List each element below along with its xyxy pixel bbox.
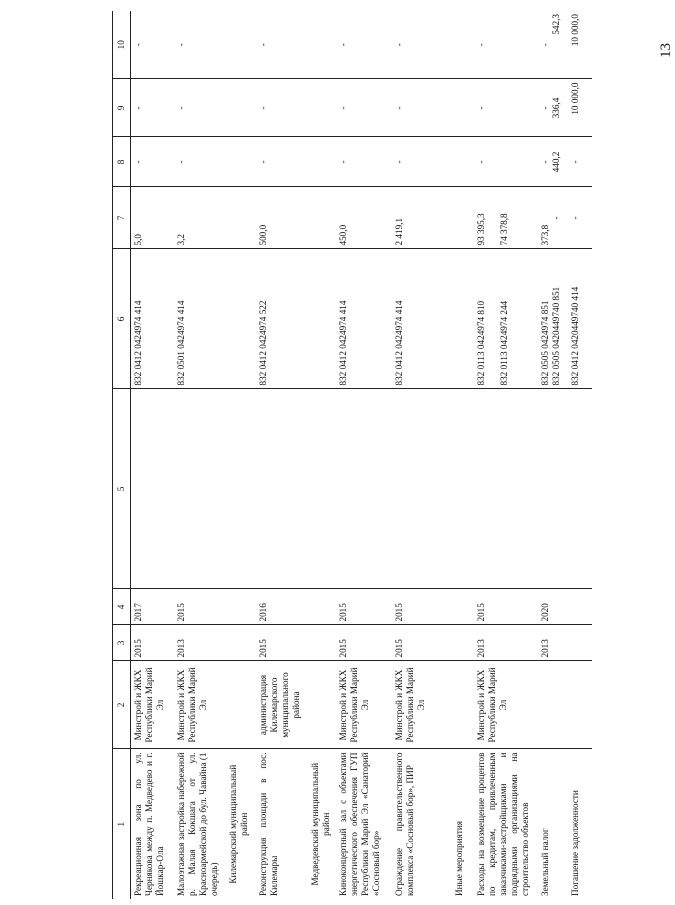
cell-value: - (568, 187, 592, 249)
cell-end-year: 2015 (336, 589, 392, 625)
cell-value: - (568, 137, 592, 187)
cell-empty (452, 137, 474, 187)
value-line: 93 395,3 (476, 213, 487, 246)
col-header: 3 (113, 625, 131, 661)
cell-value (538, 11, 568, 79)
cell-value: 3,2 (174, 187, 256, 249)
cell-empty (452, 661, 474, 749)
cell-col5 (538, 389, 568, 589)
section-heading: Иные мероприятия (454, 821, 465, 896)
cell-name-text: Реконструкция площади в пос. Килемары (258, 752, 280, 896)
value-line: - (540, 43, 551, 47)
cell-end-year: 2017 (130, 589, 174, 625)
code-line: 832 0113 0424974 810 (476, 300, 487, 386)
cell-start-year (568, 625, 592, 661)
cell-col5 (174, 389, 256, 589)
cell-value: 10 000,0 (568, 11, 592, 79)
table-row (130, 11, 174, 899)
col-header: 5 (113, 389, 131, 589)
cell-value: - (174, 79, 256, 137)
cell-value: - (392, 79, 452, 137)
table-row (538, 11, 568, 899)
cell-code (538, 249, 568, 389)
cell-responsible: администрация Килемарского муниципального района (256, 661, 336, 749)
cell-responsible (568, 661, 592, 749)
cell-value: - (256, 11, 336, 79)
cell-value (474, 187, 538, 249)
cell-responsible: Минстрой и ЖКХ Республики Марий Эл (130, 661, 174, 749)
cell-value: - (130, 79, 174, 137)
cell-empty (452, 589, 474, 625)
table-row (174, 11, 256, 899)
cell-responsible: Минстрой и ЖКХ Республики Марий Эл (474, 661, 538, 749)
cell-name: Ограждение правительственного комплекса «Сосновый бор», ПИР (394, 752, 416, 896)
district-heading: Медведевский муниципальный район (310, 762, 331, 886)
col-header: 2 (113, 661, 131, 749)
table-row (336, 11, 392, 899)
table-row (452, 11, 474, 899)
table-row (474, 11, 538, 899)
col-header: 4 (113, 589, 131, 625)
cell-start-year: 2013 (474, 625, 538, 661)
table-row (568, 11, 592, 899)
cell-value: - (474, 11, 538, 79)
code-line: 832 0113 0424974 244 (499, 300, 510, 386)
cell-value: 2 419,1 (392, 187, 452, 249)
cell-code: 832 0412 0424974 414 (130, 249, 174, 389)
cell-value: - (256, 79, 336, 137)
cell-col5 (392, 389, 452, 589)
cell-name (174, 749, 256, 899)
cell-responsible (538, 661, 568, 749)
cell-name: Киноконцертный зал с объектами энергетического обеспечения ГУП Республики Марий Эл «Санаторий «Сосновый бор» (338, 752, 381, 896)
cell-value: - (474, 79, 538, 137)
value-line: 74 378,8 (499, 213, 510, 246)
cell-name: Погашение задолженности (570, 790, 581, 896)
cell-value: - (174, 137, 256, 187)
cell-responsible: Минстрой и ЖКХ Республики Марий Эл (336, 661, 392, 749)
cell-value (538, 79, 568, 137)
col-header: 6 (113, 249, 131, 389)
cell-col5 (336, 389, 392, 589)
cell-name (256, 749, 336, 899)
cell-code: 832 0412 0424974 414 (336, 249, 392, 389)
cell-end-year (568, 589, 592, 625)
cell-value (538, 137, 568, 187)
value-line: 336,4 (551, 97, 562, 119)
table-row (392, 11, 452, 899)
cell-empty (452, 625, 474, 661)
cell-start-year: 2015 (392, 625, 452, 661)
cell-value: - (336, 79, 392, 137)
page-number: 13 (658, 43, 674, 58)
cell-end-year: 2020 (538, 589, 568, 625)
cell-empty (452, 11, 474, 79)
cell-end-year: 2015 (174, 589, 256, 625)
cell-value: - (130, 137, 174, 187)
value-line: - (540, 106, 551, 110)
cell-code: 832 0501 0424974 414 (174, 249, 256, 389)
code-line: 832 0505 0420449740 851 (551, 286, 562, 386)
cell-value: - (336, 11, 392, 79)
cell-value: - (392, 11, 452, 79)
col-header: 9 (113, 79, 131, 137)
cell-value: - (174, 11, 256, 79)
col-header: 8 (113, 137, 131, 187)
cell-code (474, 249, 538, 389)
cell-code: 832 0412 0424974 414 (392, 249, 452, 389)
cell-value: - (130, 11, 174, 79)
cell-end-year: 2015 (392, 589, 452, 625)
cell-start-year: 2015 (256, 625, 336, 661)
cell-value: - (474, 137, 538, 187)
program-table (112, 11, 592, 899)
cell-start-year: 2013 (538, 625, 568, 661)
cell-name-text: Малоэтажная застройка набережной р. Малая Кокшага от ул. Красноармейской до бул. Чавайна (1 очередь) (176, 752, 219, 896)
cell-empty (452, 389, 474, 589)
value-line: 373,8 (540, 224, 551, 246)
cell-start-year: 2015 (336, 625, 392, 661)
cell-start-year: 2015 (130, 625, 174, 661)
cell-value: 450,0 (336, 187, 392, 249)
cell-empty (452, 249, 474, 389)
value-line: - (551, 216, 562, 220)
table-row (256, 11, 336, 899)
cell-end-year: 2016 (256, 589, 336, 625)
code-line: 832 0505 0424974 851 (540, 300, 551, 386)
cell-value: 10 000,0 (568, 79, 592, 137)
cell-responsible: Минстрой и ЖКХ Республики Марий Эл (392, 661, 452, 749)
col-header: 1 (113, 749, 131, 899)
header-row (113, 11, 131, 899)
value-line: 542,3 (551, 14, 562, 35)
cell-name: Расходы на возмещение процентов по кредитам, привлеченным заказчиками-застройщиками и подрядными организациями на строительство объектов (476, 752, 530, 896)
cell-value: - (392, 137, 452, 187)
cell-col5 (474, 389, 538, 589)
cell-col5 (256, 389, 336, 589)
col-header: 7 (113, 187, 131, 249)
cell-code: 832 0412 0420449740 414 (568, 249, 592, 389)
cell-value: - (336, 137, 392, 187)
value-line: 440,2 (551, 151, 562, 173)
cell-responsible: Минстрой и ЖКХ Республики Марий Эл (174, 661, 256, 749)
col-header: 10 (113, 11, 131, 79)
cell-start-year: 2013 (174, 625, 256, 661)
cell-value (538, 187, 568, 249)
cell-value: - (256, 137, 336, 187)
cell-name: Рекреационная зона по ул. Чернякова между п. Медведево и г. Йошкар-Ола (132, 752, 165, 896)
cell-empty (452, 187, 474, 249)
cell-end-year: 2015 (474, 589, 538, 625)
value-line: - (540, 160, 551, 164)
cell-code: 832 0412 0424974 522 (256, 249, 336, 389)
district-heading: Килемарский муниципальный район (227, 764, 249, 884)
cell-value: 500,0 (256, 187, 336, 249)
cell-name: Земельный налог (540, 828, 551, 896)
cell-col5 (130, 389, 174, 589)
cell-col5 (568, 389, 592, 589)
cell-value: 5,0 (130, 187, 174, 249)
cell-empty (452, 79, 474, 137)
